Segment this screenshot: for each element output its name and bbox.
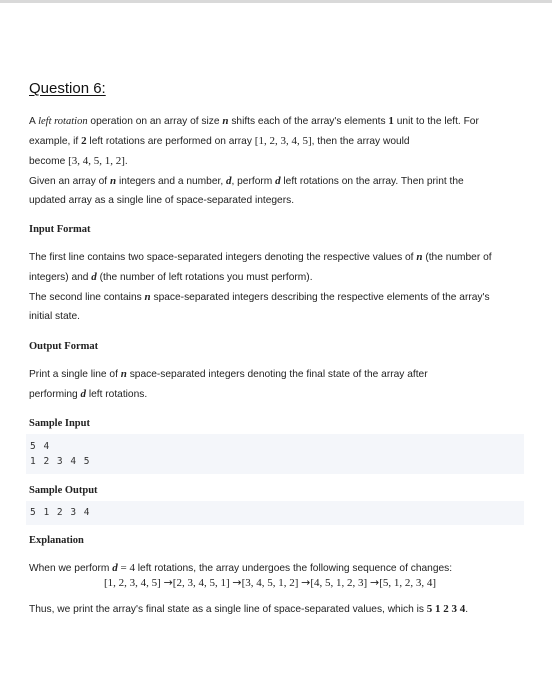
- sequence-step-3: [4, 5, 1, 2, 3]: [310, 577, 368, 589]
- explanation-line-3: Thus, we print the array's final state as a single line of space-separated values, which is 5 1 2 3 4.: [29, 603, 469, 615]
- input-format-line-1: The first line contains two space-separated integers denoting the respective values of n (the number of: [29, 251, 492, 263]
- output-format-line-1: Print a single line of n space-separated integers denoting the final state of the array after: [29, 368, 428, 380]
- arrow-right-icon: →: [163, 576, 173, 589]
- sample-input-block: [26, 434, 524, 474]
- input-format-heading: Input Format: [29, 224, 91, 235]
- arrow-right-icon: →: [232, 576, 242, 589]
- sequence-step-2: [3, 4, 5, 1, 2]: [241, 577, 299, 589]
- sequence-step-4: [5, 1, 2, 3, 4]: [379, 577, 437, 589]
- output-format-heading: Output Format: [29, 341, 99, 352]
- input-format-line-2: integers) and d (the number of left rotations you must perform).: [29, 271, 313, 283]
- sequence-step-0: [1, 2, 3, 4, 5]: [104, 577, 161, 589]
- explanation-line-1: When we perform d = 4 left rotations, the array undergoes the following sequence of changes:: [29, 562, 453, 574]
- sample-output-line-1: 5 1 2 3 4: [30, 507, 91, 518]
- intro-line-5: updated array as a single line of space-separated integers.: [29, 195, 295, 206]
- explanation-heading: Explanation: [29, 535, 84, 546]
- intro-line-3: become [3, 4, 5, 1, 2].: [29, 155, 128, 167]
- sample-output-block: [26, 501, 524, 525]
- input-format-line-3: The second line contains n space-separated integers describing the respective elements of the array's: [29, 291, 490, 303]
- output-format-line-2: performing d left rotations.: [29, 388, 148, 400]
- intro-line-4: Given an array of n integers and a number, d, perform d left rotations on the array. Then print the: [29, 175, 464, 187]
- top-divider: [0, 0, 552, 3]
- intro-line-1: A left rotation operation on an array of size n shifts each of the array's elements 1 unit to the left. For: [29, 115, 479, 127]
- intro-line-2: example, if 2 left rotations are performed on array [1, 2, 3, 4, 5], then the array would: [29, 135, 410, 147]
- arrow-right-icon: →: [369, 576, 380, 589]
- question-title: Question 6:: [29, 80, 106, 97]
- input-format-line-4: initial state.: [29, 311, 80, 322]
- sample-input-line-2: 1 2 3 4 5: [30, 456, 91, 467]
- sequence-step-1: [2, 3, 4, 5, 1]: [172, 577, 230, 589]
- arrow-right-icon: →: [301, 576, 311, 589]
- rotation-sequence: [104, 576, 436, 589]
- sample-input-line-1: 5 4: [30, 441, 51, 452]
- sample-output-heading: Sample Output: [29, 485, 98, 496]
- sample-input-heading: Sample Input: [29, 418, 90, 429]
